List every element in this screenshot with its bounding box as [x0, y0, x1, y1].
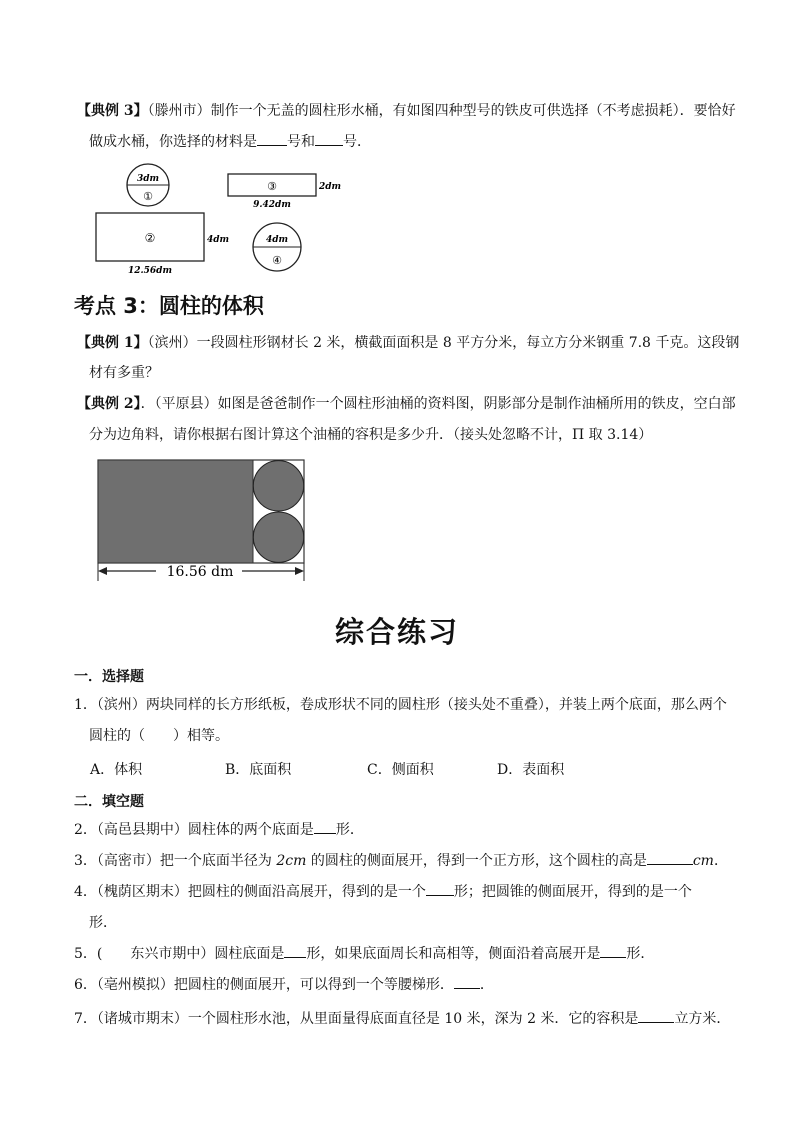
example-1-line2: 材有多重？	[89, 365, 159, 381]
shaded-base-circle-top	[253, 461, 303, 511]
svg-text:④: ④	[272, 254, 282, 267]
question-3: 3．（高密市）把一个底面半径为 2cm 的圆柱的侧面展开，得到一个正方形，这个圆柱的高是 cm．	[74, 846, 728, 876]
svg-text:②: ②	[144, 231, 156, 245]
example-1: 【典例 1】（滨州）一段圆柱形钢材长 2 米，横截面面积是 8 平方分米，每立方分米钢重 7.8 千克。这段钢	[77, 335, 740, 351]
option-d: D．表面积	[497, 762, 565, 778]
svg-text:4dm: 4dm	[265, 235, 289, 245]
question-6: 6．（亳州模拟）把圆柱的侧面展开，可以得到一个等腰梯形． ．	[74, 970, 494, 1000]
section-heading: 二．填空题	[74, 794, 144, 810]
example-2: 【典例 2】．（平原县）如图是爸爸制作一个圆柱形油桶的资料图，阴影部分是制作油桶所用的铁皮，空白部	[77, 396, 736, 412]
answer-blank	[315, 131, 343, 146]
answer-blank	[647, 850, 693, 865]
shaded-side-rect	[98, 460, 253, 563]
svg-text:2dm: 2dm	[319, 182, 342, 192]
sheet-2-rect	[96, 213, 229, 276]
question-2: 2．（高邑县期中）圆柱体的两个底面是 形．	[74, 815, 364, 845]
sheets-figure	[90, 162, 350, 277]
svg-text:12.56dm: 12.56dm	[128, 266, 172, 276]
width-dimension: 16.56 dm	[166, 564, 234, 580]
page-title: 综合练习	[334, 615, 459, 649]
section-heading: 考点 3：圆柱的体积	[74, 294, 264, 318]
option-c: C．侧面积	[367, 762, 434, 778]
section-heading: 一．选择题	[74, 669, 144, 685]
sheet-3-rect	[228, 174, 341, 210]
question-1: 1．（滨州）两块同样的长方形纸板，卷成形状不同的圆柱形（接头处不重叠），并装上两个底面，那么两个	[74, 697, 727, 713]
svg-text:①: ①	[143, 190, 153, 203]
shaded-base-circle-bottom	[253, 512, 303, 562]
oil-drum-figure	[92, 456, 312, 584]
option-a: A．体积	[90, 762, 143, 778]
example-tag: 【典例 1】	[77, 335, 148, 351]
question-1-line2: 圆柱的（ ）相等。	[89, 728, 229, 744]
answer-blank	[284, 943, 306, 958]
svg-text:③: ③	[267, 180, 277, 193]
answer-blank	[314, 819, 336, 834]
question-7: 7．（诸城市期末）一个圆柱形水池，从里面量得底面直径是 10 米，深为 2 米．它的容积是 立方米．	[74, 1004, 730, 1034]
answer-blank	[454, 974, 480, 989]
sheet-4-circle	[253, 223, 301, 271]
question-4: 4．（槐荫区期末）把圆柱的侧面沿高展开，得到的是一个 形；把圆锥的侧面展开，得到的是一个	[74, 877, 692, 907]
svg-text:3dm: 3dm	[136, 174, 160, 184]
example-3	[77, 96, 736, 126]
sheet-1-circle	[127, 164, 169, 206]
option-b: B．底面积	[225, 762, 292, 778]
svg-text:4dm: 4dm	[207, 235, 230, 245]
answer-blank	[257, 131, 287, 146]
question-4-line2: 形．	[89, 915, 117, 931]
example-tag: 【典例 3】	[77, 103, 148, 119]
answer-blank	[638, 1008, 674, 1023]
example-2-line2: 分为边角料，请你根据右图计算这个油桶的容积是多少升．（接头处忽略不计，Π 取 3.14）	[89, 427, 653, 443]
question-5: 5．( 东兴市期中）圆柱底面是 形，如果底面周长和高相等，侧面沿着高展开是 形．	[74, 939, 654, 969]
example-3-line1: （滕州市）制作一个无盖的圆柱形水桶，有如图四种型号的铁皮可供选择（不考虑损耗）．要恰好	[147, 103, 736, 119]
answer-blank	[426, 881, 454, 896]
example-tag: 【典例 2】	[77, 396, 141, 412]
answer-blank	[600, 943, 626, 958]
svg-text:9.42dm: 9.42dm	[253, 200, 291, 210]
example-3-line2: 做成水桶，你选择的材料是 号和 号．	[89, 127, 371, 157]
